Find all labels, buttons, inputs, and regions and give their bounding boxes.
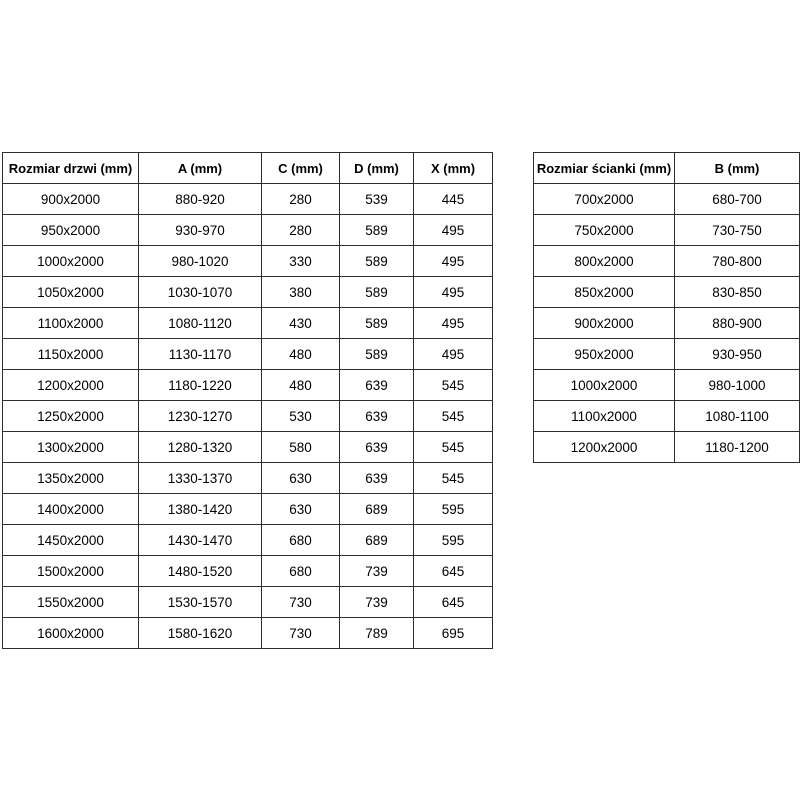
table-cell: 930-950 [675, 339, 800, 370]
wall-size-table-body [534, 184, 800, 463]
table-row [3, 494, 493, 525]
table-cell: 980-1020 [139, 246, 262, 277]
table-cell: 430 [262, 308, 340, 339]
table-cell: 589 [340, 339, 414, 370]
table-cell: 639 [340, 432, 414, 463]
wall-size-table-header [534, 153, 800, 184]
table-cell: 1500x2000 [3, 556, 139, 587]
table-cell: 1580-1620 [139, 618, 262, 649]
table-row [3, 432, 493, 463]
table-cell: 330 [262, 246, 340, 277]
column-header: C (mm) [262, 153, 340, 184]
table-cell: 900x2000 [534, 308, 675, 339]
table-row [534, 339, 800, 370]
table-row [534, 432, 800, 463]
table-cell: 900x2000 [3, 184, 139, 215]
column-header: D (mm) [340, 153, 414, 184]
table-cell: 1030-1070 [139, 277, 262, 308]
table-cell: 1100x2000 [3, 308, 139, 339]
table-cell: 730 [262, 618, 340, 649]
table-row [3, 184, 493, 215]
table-cell: 950x2000 [3, 215, 139, 246]
table-cell: 495 [414, 277, 493, 308]
column-header: Rozmiar ścianki (mm) [534, 153, 675, 184]
door-size-table-body [3, 184, 493, 649]
table-cell: 1350x2000 [3, 463, 139, 494]
table-cell: 630 [262, 494, 340, 525]
table-cell: 789 [340, 618, 414, 649]
table-cell: 639 [340, 401, 414, 432]
table-cell: 545 [414, 463, 493, 494]
table-cell: 1180-1220 [139, 370, 262, 401]
table-cell: 1200x2000 [3, 370, 139, 401]
table-cell: 630 [262, 463, 340, 494]
table-cell: 739 [340, 587, 414, 618]
table-row [3, 215, 493, 246]
header-row [3, 153, 493, 184]
table-cell: 1200x2000 [534, 432, 675, 463]
table-row [534, 370, 800, 401]
table-row [534, 401, 800, 432]
table-row [3, 556, 493, 587]
column-header: Rozmiar drzwi (mm) [3, 153, 139, 184]
table-cell: 545 [414, 370, 493, 401]
table-cell: 880-900 [675, 308, 800, 339]
table-cell: 1250x2000 [3, 401, 139, 432]
table-cell: 495 [414, 308, 493, 339]
table-cell: 1480-1520 [139, 556, 262, 587]
table-row [3, 308, 493, 339]
table-cell: 545 [414, 401, 493, 432]
table-cell: 930-970 [139, 215, 262, 246]
table-cell: 1430-1470 [139, 525, 262, 556]
table-cell: 695 [414, 618, 493, 649]
table-cell: 1280-1320 [139, 432, 262, 463]
table-cell: 680 [262, 556, 340, 587]
table-cell: 1100x2000 [534, 401, 675, 432]
table-cell: 1050x2000 [3, 277, 139, 308]
table-cell: 1000x2000 [534, 370, 675, 401]
table-row [534, 308, 800, 339]
table-cell: 1150x2000 [3, 339, 139, 370]
table-cell: 380 [262, 277, 340, 308]
table-cell: 495 [414, 215, 493, 246]
table-cell: 645 [414, 587, 493, 618]
table-cell: 689 [340, 494, 414, 525]
table-cell: 545 [414, 432, 493, 463]
table-cell: 1080-1100 [675, 401, 800, 432]
column-header: A (mm) [139, 153, 262, 184]
table-cell: 495 [414, 246, 493, 277]
table-cell: 1550x2000 [3, 587, 139, 618]
table-row [534, 246, 800, 277]
table-row [3, 618, 493, 649]
table-cell: 739 [340, 556, 414, 587]
column-header: X (mm) [414, 153, 493, 184]
table-row [3, 463, 493, 494]
table-row [3, 401, 493, 432]
table-cell: 850x2000 [534, 277, 675, 308]
column-header: B (mm) [675, 153, 800, 184]
table-cell: 1330-1370 [139, 463, 262, 494]
table-row [3, 525, 493, 556]
table-cell: 589 [340, 308, 414, 339]
table-row [3, 277, 493, 308]
table-row [3, 587, 493, 618]
table-cell: 280 [262, 215, 340, 246]
table-cell: 980-1000 [675, 370, 800, 401]
table-cell: 680-700 [675, 184, 800, 215]
table-cell: 1380-1420 [139, 494, 262, 525]
table-cell: 480 [262, 370, 340, 401]
table-cell: 1600x2000 [3, 618, 139, 649]
table-cell: 689 [340, 525, 414, 556]
table-cell: 1300x2000 [3, 432, 139, 463]
table-cell: 445 [414, 184, 493, 215]
table-cell: 589 [340, 246, 414, 277]
door-size-table-header [3, 153, 493, 184]
table-cell: 530 [262, 401, 340, 432]
table-cell: 280 [262, 184, 340, 215]
table-cell: 880-920 [139, 184, 262, 215]
door-size-table [2, 152, 493, 649]
table-row [534, 184, 800, 215]
table-cell: 780-800 [675, 246, 800, 277]
table-cell: 639 [340, 370, 414, 401]
table-cell: 645 [414, 556, 493, 587]
table-cell: 1180-1200 [675, 432, 800, 463]
table-cell: 1450x2000 [3, 525, 139, 556]
table-cell: 830-850 [675, 277, 800, 308]
table-cell: 1130-1170 [139, 339, 262, 370]
table-cell: 700x2000 [534, 184, 675, 215]
table-cell: 580 [262, 432, 340, 463]
table-cell: 1530-1570 [139, 587, 262, 618]
table-cell: 495 [414, 339, 493, 370]
table-row [534, 277, 800, 308]
table-cell: 730-750 [675, 215, 800, 246]
table-cell: 680 [262, 525, 340, 556]
table-row [3, 246, 493, 277]
table-cell: 480 [262, 339, 340, 370]
table-row [3, 370, 493, 401]
table-cell: 1400x2000 [3, 494, 139, 525]
table-row [3, 339, 493, 370]
table-cell: 1000x2000 [3, 246, 139, 277]
table-cell: 1230-1270 [139, 401, 262, 432]
table-cell: 589 [340, 277, 414, 308]
table-cell: 950x2000 [534, 339, 675, 370]
table-cell: 1080-1120 [139, 308, 262, 339]
table-cell: 750x2000 [534, 215, 675, 246]
table-row [534, 215, 800, 246]
table-cell: 639 [340, 463, 414, 494]
table-cell: 589 [340, 215, 414, 246]
table-cell: 595 [414, 494, 493, 525]
table-cell: 800x2000 [534, 246, 675, 277]
wall-size-table [533, 152, 800, 463]
table-cell: 730 [262, 587, 340, 618]
table-cell: 539 [340, 184, 414, 215]
header-row [534, 153, 800, 184]
table-cell: 595 [414, 525, 493, 556]
